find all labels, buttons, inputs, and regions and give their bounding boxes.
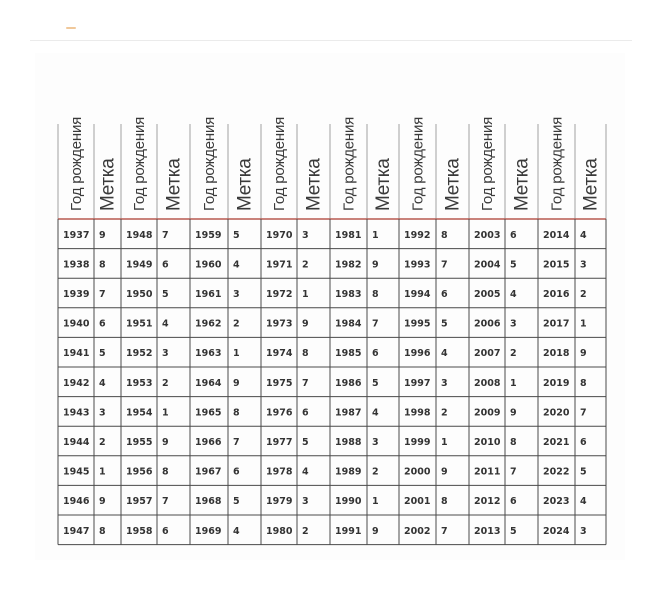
- header-birth-year: Год рождения: [68, 116, 85, 211]
- cell-mark: 9: [99, 496, 106, 508]
- cell-birth-year: 1938: [63, 259, 90, 271]
- cell-mark: 4: [580, 496, 587, 508]
- cell-birth-year: 1944: [63, 437, 90, 448]
- cell-mark: 4: [302, 466, 309, 478]
- cell-birth-year: 1966: [195, 437, 222, 448]
- cell-birth-year: 1957: [126, 496, 153, 508]
- header-mark: Метка: [373, 158, 394, 211]
- table-row: [63, 496, 587, 507]
- cell-birth-year: 2020: [543, 407, 570, 419]
- cell-birth-year: 2014: [543, 229, 570, 241]
- cell-birth-year: 1949: [126, 259, 153, 271]
- cell-birth-year: 2001: [404, 496, 431, 508]
- cell-mark: 8: [441, 496, 448, 508]
- cell-mark: 1: [510, 377, 517, 389]
- cell-mark: 9: [233, 377, 240, 389]
- cell-birth-year: 2018: [543, 348, 570, 360]
- cell-birth-year: 1981: [335, 229, 362, 241]
- cell-mark: 3: [441, 377, 448, 389]
- cell-birth-year: 1961: [195, 289, 222, 300]
- cell-birth-year: 1989: [335, 466, 362, 478]
- cell-mark: 5: [372, 377, 379, 389]
- cell-birth-year: 2016: [543, 289, 570, 300]
- cell-mark: 5: [510, 525, 517, 537]
- cell-birth-year: 1952: [126, 348, 153, 360]
- cell-mark: 2: [372, 466, 379, 478]
- cell-mark: 6: [302, 407, 309, 419]
- cell-birth-year: 1960: [195, 259, 222, 271]
- cell-birth-year: 1937: [63, 229, 90, 241]
- cell-mark: 7: [580, 407, 587, 419]
- cell-mark: 7: [302, 377, 309, 389]
- cell-birth-year: 1972: [266, 289, 293, 300]
- cell-birth-year: 1993: [404, 259, 431, 271]
- cell-mark: 7: [99, 289, 106, 300]
- cell-mark: 1: [580, 318, 587, 330]
- cell-mark: 5: [233, 229, 240, 241]
- cell-birth-year: 2024: [543, 525, 570, 537]
- cell-mark: 4: [372, 407, 379, 419]
- cell-birth-year: 1997: [404, 377, 431, 389]
- cell-mark: 9: [372, 525, 379, 537]
- cell-birth-year: 1963: [195, 348, 222, 360]
- cell-mark: 4: [510, 289, 517, 300]
- header-birth-year: Год рождения: [340, 116, 358, 211]
- cell-birth-year: 2017: [543, 318, 570, 330]
- cell-mark: 9: [302, 318, 309, 330]
- cell-mark: 2: [99, 437, 106, 448]
- cell-mark: 9: [162, 437, 169, 448]
- cell-mark: 5: [162, 289, 169, 300]
- cell-birth-year: 1986: [335, 377, 362, 389]
- cell-birth-year: 2012: [474, 496, 501, 508]
- cell-mark: 3: [510, 318, 517, 330]
- cell-mark: 3: [302, 496, 309, 508]
- cell-birth-year: 2019: [543, 377, 570, 389]
- cell-mark: 2: [162, 377, 169, 389]
- header-birth-year: Год рождения: [131, 116, 148, 211]
- cell-birth-year: 1978: [266, 466, 293, 478]
- cell-birth-year: 1967: [195, 466, 222, 478]
- table-row: [63, 319, 587, 330]
- cell-mark: 2: [302, 259, 309, 271]
- cell-mark: 9: [372, 259, 379, 271]
- table-row: [63, 348, 587, 359]
- cell-mark: 9: [580, 348, 587, 360]
- cell-mark: 2: [233, 318, 240, 330]
- cell-mark: 8: [302, 348, 309, 360]
- header-birth-year: Год рождения: [409, 116, 427, 211]
- cell-mark: 1: [233, 348, 240, 360]
- cell-birth-year: 1947: [63, 525, 90, 537]
- cell-birth-year: 2013: [474, 525, 501, 537]
- cell-mark: 8: [441, 229, 448, 241]
- header-birth-year: Год рождения: [201, 116, 218, 211]
- cell-mark: 6: [441, 289, 448, 300]
- cell-birth-year: 1987: [335, 407, 362, 419]
- cell-mark: 4: [441, 348, 448, 360]
- cell-birth-year: 2021: [543, 437, 570, 448]
- cell-mark: 6: [372, 348, 379, 360]
- cell-mark: 9: [99, 229, 106, 241]
- table-row: [63, 407, 587, 418]
- cell-mark: 5: [580, 466, 587, 478]
- cell-mark: 4: [580, 229, 587, 241]
- cell-birth-year: 2010: [474, 437, 501, 448]
- cell-birth-year: 1996: [404, 348, 431, 360]
- cell-birth-year: 1990: [335, 496, 362, 508]
- cell-mark: 7: [372, 318, 379, 330]
- cell-birth-year: 1971: [266, 259, 293, 271]
- cell-birth-year: 2009: [474, 407, 501, 419]
- cell-birth-year: 1988: [335, 437, 362, 448]
- cell-mark: 8: [99, 259, 106, 271]
- table-row: [63, 437, 587, 448]
- cell-mark: 5: [302, 437, 309, 448]
- cell-mark: 5: [99, 348, 106, 360]
- cell-birth-year: 1975: [266, 377, 293, 389]
- cell-birth-year: 2015: [543, 259, 570, 271]
- cell-birth-year: 1951: [126, 318, 153, 330]
- cell-birth-year: 1941: [63, 348, 90, 360]
- cell-birth-year: 2005: [474, 289, 501, 300]
- cell-birth-year: 1979: [266, 496, 293, 508]
- cell-mark: 3: [302, 229, 309, 241]
- cell-birth-year: 2007: [474, 348, 501, 360]
- cell-birth-year: 1969: [195, 525, 222, 537]
- cell-mark: 8: [580, 377, 587, 389]
- cell-mark: 7: [510, 466, 517, 478]
- cell-mark: 5: [233, 496, 240, 508]
- cell-mark: 4: [162, 318, 169, 330]
- cell-mark: 7: [162, 496, 169, 508]
- cell-mark: 8: [233, 407, 240, 419]
- cell-birth-year: 1959: [195, 229, 222, 241]
- cell-birth-year: 2008: [474, 377, 501, 389]
- cell-birth-year: 1950: [126, 289, 153, 300]
- cell-birth-year: 1965: [195, 407, 222, 419]
- cell-mark: 6: [510, 496, 517, 508]
- cell-mark: 8: [372, 289, 379, 300]
- cell-mark: 1: [441, 437, 448, 448]
- cell-mark: 3: [580, 259, 587, 271]
- cell-birth-year: 2006: [474, 318, 501, 330]
- table-row: [63, 526, 587, 537]
- header-birth-year: Год рождения: [271, 116, 288, 211]
- cell-mark: 3: [580, 525, 587, 537]
- cell-mark: 1: [99, 466, 106, 478]
- cell-mark: 6: [510, 229, 517, 241]
- cell-birth-year: 1956: [126, 466, 153, 478]
- cell-birth-year: 2011: [474, 466, 501, 478]
- cell-mark: 9: [510, 407, 517, 419]
- cell-birth-year: 1962: [195, 318, 222, 330]
- cell-birth-year: 1998: [404, 407, 431, 419]
- header-mark: Метка: [303, 158, 325, 211]
- cell-birth-year: 2023: [543, 496, 570, 508]
- table-row: [63, 467, 587, 478]
- cell-birth-year: 1946: [63, 496, 90, 508]
- cell-mark: 7: [162, 229, 169, 241]
- cell-mark: 5: [510, 259, 517, 271]
- cell-birth-year: 1995: [404, 318, 431, 330]
- cell-mark: 8: [510, 437, 517, 448]
- cell-birth-year: 1980: [266, 525, 293, 537]
- cell-birth-year: 1955: [126, 437, 153, 448]
- cell-birth-year: 1970: [266, 229, 293, 241]
- cell-birth-year: 1954: [126, 407, 153, 419]
- header-birth-year: Год рождения: [479, 116, 496, 211]
- cell-mark: 1: [372, 496, 379, 508]
- cell-mark: 4: [99, 377, 106, 389]
- header-mark: Метка: [97, 158, 119, 211]
- cell-mark: 2: [302, 525, 309, 537]
- cell-birth-year: 1943: [63, 407, 90, 419]
- cell-birth-year: 1973: [266, 318, 293, 330]
- cell-birth-year: 1958: [126, 525, 153, 537]
- cell-birth-year: 2000: [404, 466, 431, 478]
- cell-birth-year: 1983: [335, 289, 362, 300]
- header-mark: Метка: [442, 158, 464, 211]
- cell-birth-year: 2003: [474, 229, 501, 241]
- cell-mark: 5: [441, 318, 448, 330]
- cell-mark: 6: [580, 437, 587, 448]
- cell-mark: 7: [441, 525, 448, 537]
- cell-birth-year: 1985: [335, 348, 362, 360]
- header-mark: Метка: [511, 158, 533, 211]
- cell-birth-year: 1976: [266, 407, 293, 419]
- cell-mark: 2: [441, 407, 448, 419]
- cell-birth-year: 1968: [195, 496, 222, 508]
- cell-birth-year: 1992: [404, 229, 431, 241]
- cell-birth-year: 1984: [335, 318, 362, 330]
- cell-birth-year: 1942: [63, 377, 90, 389]
- cell-mark: 3: [233, 289, 240, 300]
- cell-mark: 3: [162, 348, 169, 360]
- cell-birth-year: 2004: [474, 259, 501, 271]
- cell-mark: 3: [99, 407, 106, 419]
- cell-mark: 6: [233, 466, 240, 478]
- table-header: [58, 117, 606, 219]
- cell-birth-year: 1939: [63, 289, 90, 300]
- header-mark: Метка: [163, 158, 185, 211]
- cell-mark: 2: [510, 348, 517, 360]
- header-birth-year: Год рождения: [548, 116, 566, 211]
- cell-mark: 4: [233, 259, 240, 271]
- header-mark: Метка: [580, 158, 602, 211]
- header-mark: Метка: [234, 158, 256, 211]
- cell-birth-year: 1948: [126, 229, 153, 241]
- cell-mark: 8: [162, 466, 169, 478]
- cell-birth-year: 1977: [266, 437, 293, 448]
- cell-mark: 2: [580, 289, 587, 300]
- cell-mark: 7: [441, 259, 448, 271]
- cell-mark: 1: [372, 229, 379, 241]
- cell-birth-year: 1982: [335, 259, 362, 271]
- cell-mark: 4: [233, 525, 240, 537]
- table-body: [63, 230, 587, 537]
- cell-mark: 6: [162, 259, 169, 271]
- cell-mark: 1: [302, 289, 309, 300]
- cell-mark: 6: [162, 525, 169, 537]
- cell-birth-year: 1999: [404, 437, 431, 448]
- cell-mark: 8: [99, 525, 106, 537]
- cell-birth-year: 1964: [195, 377, 222, 389]
- cell-birth-year: 1994: [404, 289, 431, 300]
- cell-birth-year: 1953: [126, 377, 153, 389]
- cell-mark: 7: [233, 437, 240, 448]
- cell-birth-year: 1945: [63, 466, 90, 478]
- cell-mark: 1: [162, 407, 169, 419]
- cell-mark: 3: [372, 437, 379, 448]
- table-row: [63, 378, 587, 389]
- cell-birth-year: 2002: [404, 525, 431, 537]
- table-row: [63, 289, 587, 300]
- cell-birth-year: 2022: [543, 466, 570, 478]
- table-row: [63, 259, 587, 270]
- cell-mark: 9: [441, 466, 448, 478]
- cell-birth-year: 1991: [335, 525, 362, 537]
- cell-birth-year: 1974: [266, 348, 293, 360]
- cell-mark: 6: [99, 318, 106, 330]
- cell-birth-year: 1940: [63, 318, 90, 330]
- table-row: [63, 230, 587, 241]
